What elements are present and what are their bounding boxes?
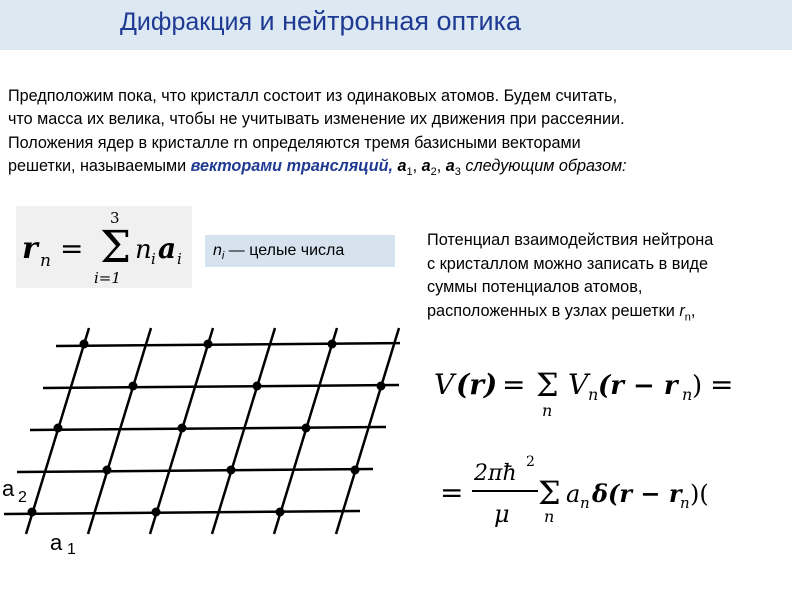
formula-r-eq: = [60, 232, 84, 265]
v-formula-Vn-sub: n [588, 385, 599, 404]
sigma-icon: Σ [100, 222, 132, 273]
lattice-line [30, 427, 386, 430]
sum-formula-delta: δ(r − r [592, 479, 682, 508]
a2-label-sub: 2 [18, 489, 27, 506]
lattice-node [276, 508, 285, 517]
lattice-node [129, 382, 138, 391]
lattice-node [54, 424, 63, 433]
a1-label: a [50, 530, 63, 555]
intro-line-2: что масса их велика, чтобы не учитывать изменение их движения при рассеянии. [8, 110, 625, 129]
lattice-node [328, 340, 337, 349]
lattice-line [4, 511, 360, 514]
sigma-icon: Σ [538, 474, 561, 512]
sum-formula-numerator: 2πħ [474, 461, 517, 486]
v-formula-eq: = [502, 368, 526, 401]
title-bar [0, 0, 792, 50]
vector-a2: a [421, 156, 431, 175]
potential-line-2: с кристаллом можно записать в виде [427, 254, 709, 273]
translation-vectors-term: векторами трансляций, [190, 156, 393, 175]
lattice-node [80, 340, 89, 349]
potential-paragraph [427, 229, 797, 323]
note-var-sub: i [221, 250, 225, 263]
intro-line-3: Положения ядер в кристалле rn определяются тремя базисными векторами [8, 133, 581, 152]
v-formula-arg2-sub: n [682, 385, 693, 404]
sum-formula-denominator: μ [494, 500, 510, 528]
intro-line-4-prefix: решетки, называемыми [8, 156, 191, 175]
formula-r-a-sub: i [177, 250, 182, 268]
formula-r-a: a [158, 232, 177, 265]
potential-formula [430, 356, 750, 426]
lattice-vector-formula [16, 206, 192, 288]
potential-line-1: Потенциал взаимодействия нейтрона [427, 231, 714, 249]
sigma-icon: Σ [536, 366, 559, 404]
formula-r-n: n [135, 235, 152, 265]
sum-formula-eq: = [440, 476, 464, 509]
lattice-node [227, 466, 236, 475]
sum-formula-delta-sub: n [680, 494, 690, 512]
integer-note [205, 235, 395, 267]
lattice-line [56, 343, 400, 346]
vector-a2-sub: 2 [430, 166, 437, 179]
title-rest: и нейтронная оптика [252, 6, 521, 36]
lattice-line [88, 328, 151, 534]
v-formula-arg: (r) [456, 368, 498, 401]
lattice-node [178, 424, 187, 433]
intro-line-4: решетки, называемыми векторами трансляций, $a_1$, $a_2$, $a_3$ следующим образом: [8, 156, 627, 179]
potential-line-4-prefix: расположенных в узлах решетки [427, 301, 680, 320]
formula-r-sum-upper: 3 [110, 209, 120, 227]
v-formula-eq2: = [710, 368, 734, 401]
lattice-line [212, 328, 275, 534]
intro-paragraph [8, 85, 793, 178]
lattice-node [351, 466, 360, 475]
intro-line-1: Предположим пока, что кристалл состоит из одинаковых атомов. Будем считать, [8, 87, 618, 105]
lattice-node [28, 508, 37, 517]
lattice-line [17, 469, 373, 472]
potential-r: r [679, 301, 685, 320]
v-formula-sum-sub: n [542, 401, 553, 420]
v-formula-Vn: V [568, 368, 589, 401]
lattice-node [103, 466, 112, 475]
crystal-lattice-diagram [0, 320, 400, 560]
vector-a1-sub: 1 [406, 166, 413, 179]
lattice-node [302, 424, 311, 433]
potential-line-4 [427, 300, 797, 324]
expansion-formula [438, 450, 728, 540]
a2-label: a [2, 476, 15, 501]
note-var: n [213, 242, 222, 259]
lattice-node [152, 508, 161, 517]
v-formula-V: V [434, 368, 455, 401]
sum-formula-a-sub: n [580, 494, 590, 512]
slide-title [120, 6, 521, 37]
lattice-lines [4, 328, 400, 534]
intro-line-4-suffix: следующим образом: [460, 156, 627, 175]
vector-a1: a [397, 156, 407, 175]
sum-formula-sum-sub: n [544, 507, 555, 526]
formula-r-lhs: r [22, 231, 38, 266]
lattice-node [253, 382, 262, 391]
vector-a3-sub: 3 [454, 166, 461, 179]
sum-formula-a: a [566, 480, 581, 508]
potential-r-sub: n [684, 310, 691, 323]
lattice-node [204, 340, 213, 349]
lattice-vector-formula-box [16, 206, 192, 288]
a1-label-sub: 1 [67, 541, 76, 558]
vector-a3: a [445, 156, 455, 175]
lattice-node [377, 382, 386, 391]
note-text: — целые числа [224, 242, 345, 259]
lattice-line [43, 385, 399, 388]
v-formula-arg2-close: ) [692, 371, 703, 401]
title-word-diffraction: Дифракция [120, 8, 253, 36]
potential-line-4-suffix: , [690, 301, 696, 320]
formula-r-sum-lower: i=1 [94, 269, 121, 287]
formula-r-n-sub: i [151, 250, 156, 268]
potential-line-3: суммы потенциалов атомов, [427, 278, 643, 296]
v-formula-arg2: (r − r [598, 371, 678, 401]
sum-formula-num-sup: 2 [526, 454, 535, 470]
formula-r-lhs-sub: n [40, 251, 51, 271]
sum-formula-tail: )( [690, 480, 709, 508]
lattice-line [336, 328, 399, 534]
